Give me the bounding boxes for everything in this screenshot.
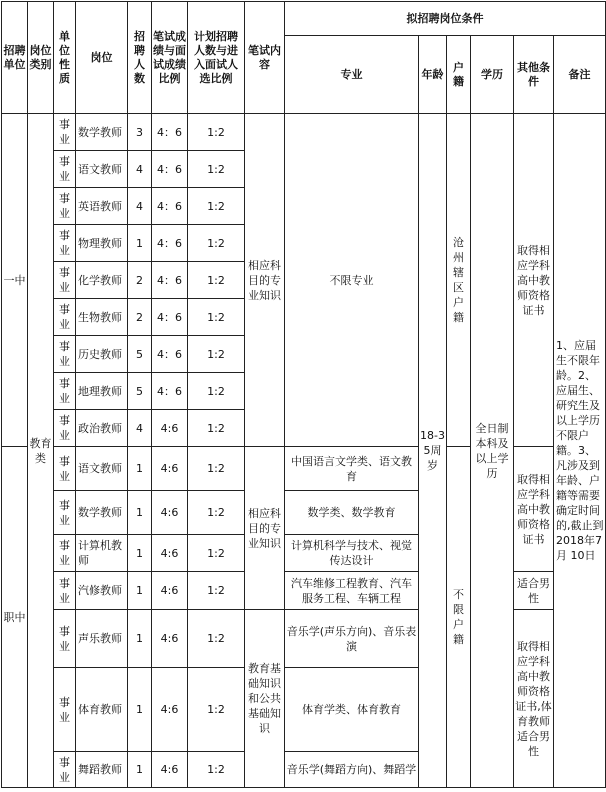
- header-nature: 单位性质: [54, 2, 76, 114]
- remarks-cell: 1、应届生不限年龄。2、应届生、研究生及以上学历不限户籍。3、凡涉及到年龄、户籍等需要确定时间的,截止到 2018年7月 10日: [554, 114, 606, 788]
- header-exam-ratio: 笔试成绩与面试成绩比例: [152, 2, 188, 114]
- major-cell: 体育学类、体育教育: [285, 668, 419, 752]
- category-cell: 教育类: [28, 114, 54, 788]
- table-row: [2, 447, 606, 491]
- plan-ratio-cell: 1:2: [188, 373, 245, 410]
- count-cell: 2: [128, 262, 152, 299]
- exam-ratio-cell: 4:6: [152, 535, 188, 572]
- table-row: [2, 572, 606, 610]
- nature-cell: 事业: [54, 535, 76, 572]
- table-row: [2, 610, 606, 668]
- position-cell: 政治教师: [76, 410, 128, 447]
- position-cell: 历史教师: [76, 336, 128, 373]
- header-plan-ratio: 计划招聘人数与进入面试人选比例: [188, 2, 245, 114]
- yizhong-major: 不限专业: [285, 114, 419, 447]
- header-hukou: 户籍: [447, 36, 471, 114]
- zhizhong-exam-content-a: 相应科目的专业知识: [245, 447, 285, 610]
- nature-cell: 事业: [54, 151, 76, 188]
- position-cell: 英语教师: [76, 188, 128, 225]
- exam-ratio-cell: 4：6: [152, 151, 188, 188]
- plan-ratio-cell: 1:2: [188, 188, 245, 225]
- header-exam-content: 笔试内容: [245, 2, 285, 114]
- major-cell: 计算机科学与技术、视觉传达设计: [285, 535, 419, 572]
- plan-ratio-cell: 1:2: [188, 610, 245, 668]
- plan-ratio-cell: 1:2: [188, 299, 245, 336]
- count-cell: 1: [128, 610, 152, 668]
- exam-ratio-cell: 4：6: [152, 373, 188, 410]
- count-cell: 3: [128, 114, 152, 151]
- major-cell: 数学类、数学教育: [285, 491, 419, 535]
- count-cell: 4: [128, 151, 152, 188]
- position-cell: 生物教师: [76, 299, 128, 336]
- age-cell: 18-35周岁: [419, 114, 447, 788]
- zhizhong-other-b: 适合男性: [514, 572, 554, 610]
- plan-ratio-cell: 1:2: [188, 336, 245, 373]
- nature-cell: 事业: [54, 299, 76, 336]
- header-major: 专业: [285, 36, 419, 114]
- position-cell: 地理教师: [76, 373, 128, 410]
- nature-cell: 事业: [54, 225, 76, 262]
- major-cell: 汽车维修工程教育、汽车服务工程、车辆工程: [285, 572, 419, 610]
- plan-ratio-cell: 1:2: [188, 410, 245, 447]
- plan-ratio-cell: 1:2: [188, 151, 245, 188]
- count-cell: 1: [128, 491, 152, 535]
- exam-ratio-cell: 4:6: [152, 610, 188, 668]
- exam-ratio-cell: 4：6: [152, 188, 188, 225]
- position-cell: 体育教师: [76, 668, 128, 752]
- unit-yizhong: 一中: [2, 114, 28, 447]
- zhizhong-exam-content-b: 教育基础知识和公共基础知识: [245, 610, 285, 788]
- count-cell: 5: [128, 373, 152, 410]
- exam-ratio-cell: 4:6: [152, 752, 188, 788]
- position-cell: 化学教师: [76, 262, 128, 299]
- plan-ratio-cell: 1:2: [188, 262, 245, 299]
- nature-cell: 事业: [54, 410, 76, 447]
- zhizhong-other-a: 取得相应学科高中教师资格证书: [514, 447, 554, 572]
- header-conditions: 拟招聘岗位条件: [285, 2, 606, 36]
- nature-cell: 事业: [54, 447, 76, 491]
- nature-cell: 事业: [54, 262, 76, 299]
- position-cell: 语文教师: [76, 151, 128, 188]
- count-cell: 1: [128, 668, 152, 752]
- count-cell: 1: [128, 225, 152, 262]
- education-cell: 全日制本科及以上学历: [471, 114, 514, 788]
- header-remarks: 备注: [554, 36, 606, 114]
- count-cell: 1: [128, 752, 152, 788]
- nature-cell: 事业: [54, 752, 76, 788]
- yizhong-other: 取得相应学科高中教师资格证书: [514, 114, 554, 447]
- nature-cell: 事业: [54, 610, 76, 668]
- count-cell: 4: [128, 410, 152, 447]
- exam-ratio-cell: 4：6: [152, 299, 188, 336]
- count-cell: 1: [128, 447, 152, 491]
- count-cell: 5: [128, 336, 152, 373]
- nature-cell: 事业: [54, 668, 76, 752]
- exam-ratio-cell: 4：6: [152, 225, 188, 262]
- header-age: 年龄: [419, 36, 447, 114]
- exam-ratio-cell: 4：6: [152, 336, 188, 373]
- header-count: 招聘人数: [128, 2, 152, 114]
- count-cell: 2: [128, 299, 152, 336]
- header-category: 岗位类别: [28, 2, 54, 114]
- nature-cell: 事业: [54, 188, 76, 225]
- nature-cell: 事业: [54, 114, 76, 151]
- header-other: 其他条件: [514, 36, 554, 114]
- exam-ratio-cell: 4:6: [152, 447, 188, 491]
- nature-cell: 事业: [54, 572, 76, 610]
- plan-ratio-cell: 1:2: [188, 447, 245, 491]
- header-education: 学历: [471, 36, 514, 114]
- exam-ratio-cell: 4：6: [152, 114, 188, 151]
- plan-ratio-cell: 1:2: [188, 225, 245, 262]
- position-cell: 物理教师: [76, 225, 128, 262]
- exam-ratio-cell: 4:6: [152, 410, 188, 447]
- count-cell: 4: [128, 188, 152, 225]
- exam-ratio-cell: 4:6: [152, 491, 188, 535]
- major-cell: 中国语言文学类、语文教育: [285, 447, 419, 491]
- plan-ratio-cell: 1:2: [188, 752, 245, 788]
- recruitment-table: [1, 1, 606, 788]
- plan-ratio-cell: 1:2: [188, 114, 245, 151]
- position-cell: 声乐教师: [76, 610, 128, 668]
- table-row: [2, 114, 606, 151]
- nature-cell: 事业: [54, 373, 76, 410]
- major-cell: 音乐学(声乐方向)、音乐表演: [285, 610, 419, 668]
- plan-ratio-cell: 1:2: [188, 535, 245, 572]
- position-cell: 数学教师: [76, 114, 128, 151]
- yizhong-exam-content: 相应科目的专业知识: [245, 114, 285, 447]
- position-cell: 数学教师: [76, 491, 128, 535]
- plan-ratio-cell: 1:2: [188, 668, 245, 752]
- unit-zhizhong: 职中: [2, 447, 28, 788]
- nature-cell: 事业: [54, 491, 76, 535]
- count-cell: 1: [128, 572, 152, 610]
- position-cell: 汽修教师: [76, 572, 128, 610]
- header-position: 岗位: [76, 2, 128, 114]
- zhizhong-other-c: 取得相应学科高中教师资格证书,体育教师适合男性: [514, 610, 554, 788]
- exam-ratio-cell: 4:6: [152, 668, 188, 752]
- header-unit: 招聘单位: [2, 2, 28, 114]
- count-cell: 1: [128, 535, 152, 572]
- yizhong-hukou: 沧州辖区户籍: [447, 114, 471, 447]
- position-cell: 舞蹈教师: [76, 752, 128, 788]
- exam-ratio-cell: 4：6: [152, 262, 188, 299]
- plan-ratio-cell: 1:2: [188, 572, 245, 610]
- exam-ratio-cell: 4:6: [152, 572, 188, 610]
- major-cell: 音乐学(舞蹈方向)、舞蹈学: [285, 752, 419, 788]
- position-cell: 计算机教师: [76, 535, 128, 572]
- nature-cell: 事业: [54, 336, 76, 373]
- position-cell: 语文教师: [76, 447, 128, 491]
- plan-ratio-cell: 1:2: [188, 491, 245, 535]
- zhizhong-hukou: 不限户籍: [447, 447, 471, 788]
- header-row-1: [2, 2, 606, 36]
